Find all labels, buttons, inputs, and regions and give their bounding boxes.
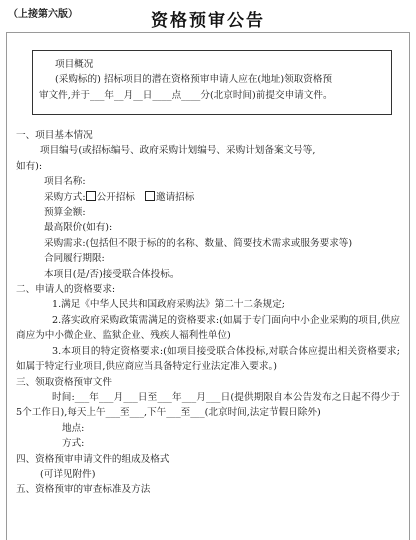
- procurement-method-row: [16, 190, 400, 205]
- section3-heading: 三、领取资格预审文件: [16, 376, 112, 388]
- section4-heading: 四、资格预审申请文件的组成及格式: [16, 453, 170, 465]
- open-tender-option: 公开招标: [96, 191, 135, 203]
- overview-box: [32, 50, 392, 115]
- max-price-field: 最高限价(如有):: [44, 222, 113, 234]
- procurement-method-label: 采购方式:: [44, 191, 86, 203]
- section2-heading: 二、申请人的资格要求:: [16, 284, 116, 296]
- consortium-field: 本项目(是/否)接受联合体投标。: [44, 268, 180, 280]
- open-tender-checkbox[interactable]: [86, 191, 96, 201]
- section1-heading: 一、项目基本情况: [16, 130, 93, 141]
- project-number-line-1: 项目编号(或招标编号、政府采购计划编号、采购计划备案文号等,: [40, 145, 316, 157]
- requirements-field: 采购需求:(包括但不限于标的的名称、数量、简要技术需求或服务要求等): [44, 237, 353, 249]
- frame-top-border: [6, 32, 410, 33]
- collection-time: 时间:___年___月___日至___年___月___日(提供期限自本公告发布之日起不得少于5个工作日),每天上午___至___,下午___至___(北京时间,法定节假日除外): [16, 391, 400, 419]
- continued-from-label: （上接第六版）: [8, 9, 78, 20]
- announcement-body: [16, 128, 400, 498]
- overview-line-2: 审文件,并于___年__月__日____点____分(北京时间)前提交申请文件。: [39, 89, 333, 101]
- page-title: 资格预审公告: [151, 11, 265, 31]
- project-number-line-2: 如有):: [16, 160, 43, 172]
- frame-left-border: [6, 32, 7, 540]
- section4-note: (可详见附件): [40, 468, 96, 480]
- collection-place: 地点:: [62, 422, 85, 434]
- overview-heading: 项目概况: [55, 59, 94, 70]
- project-name-field: 项目名称:: [44, 176, 86, 188]
- collection-manner: 方式:: [62, 438, 85, 450]
- invited-tender-checkbox[interactable]: [145, 191, 155, 201]
- qualification-item-3: 3.本项目的特定资格要求:(如项目接受联合体投标,对联合体应提出相关资格要求;如属于特定行业项目,供应商应当具备特定行业法定准入要求。): [16, 345, 400, 373]
- qualification-item-1: 1.满足《中华人民共和国政府采购法》第二十二条规定;: [52, 299, 286, 311]
- section5-heading: 五、资格预审的审查标准及方法: [16, 484, 151, 496]
- contract-period-field: 合同履行期限:: [44, 253, 105, 265]
- invited-tender-option: 邀请招标: [155, 191, 195, 203]
- qualification-item-2: 2.落实政府采购政策需满足的资格要求:(如属于专门面向中小企业采购的项目,供应商应为中小微企业、监狱企业、残疾人福利性单位): [16, 314, 400, 342]
- budget-field: 预算金额:: [44, 207, 86, 219]
- frame-right-border: [409, 32, 410, 540]
- overview-line-1: (采购标的) 招标项目的潜在资格预审申请人应在(地址)领取资格预: [55, 74, 333, 86]
